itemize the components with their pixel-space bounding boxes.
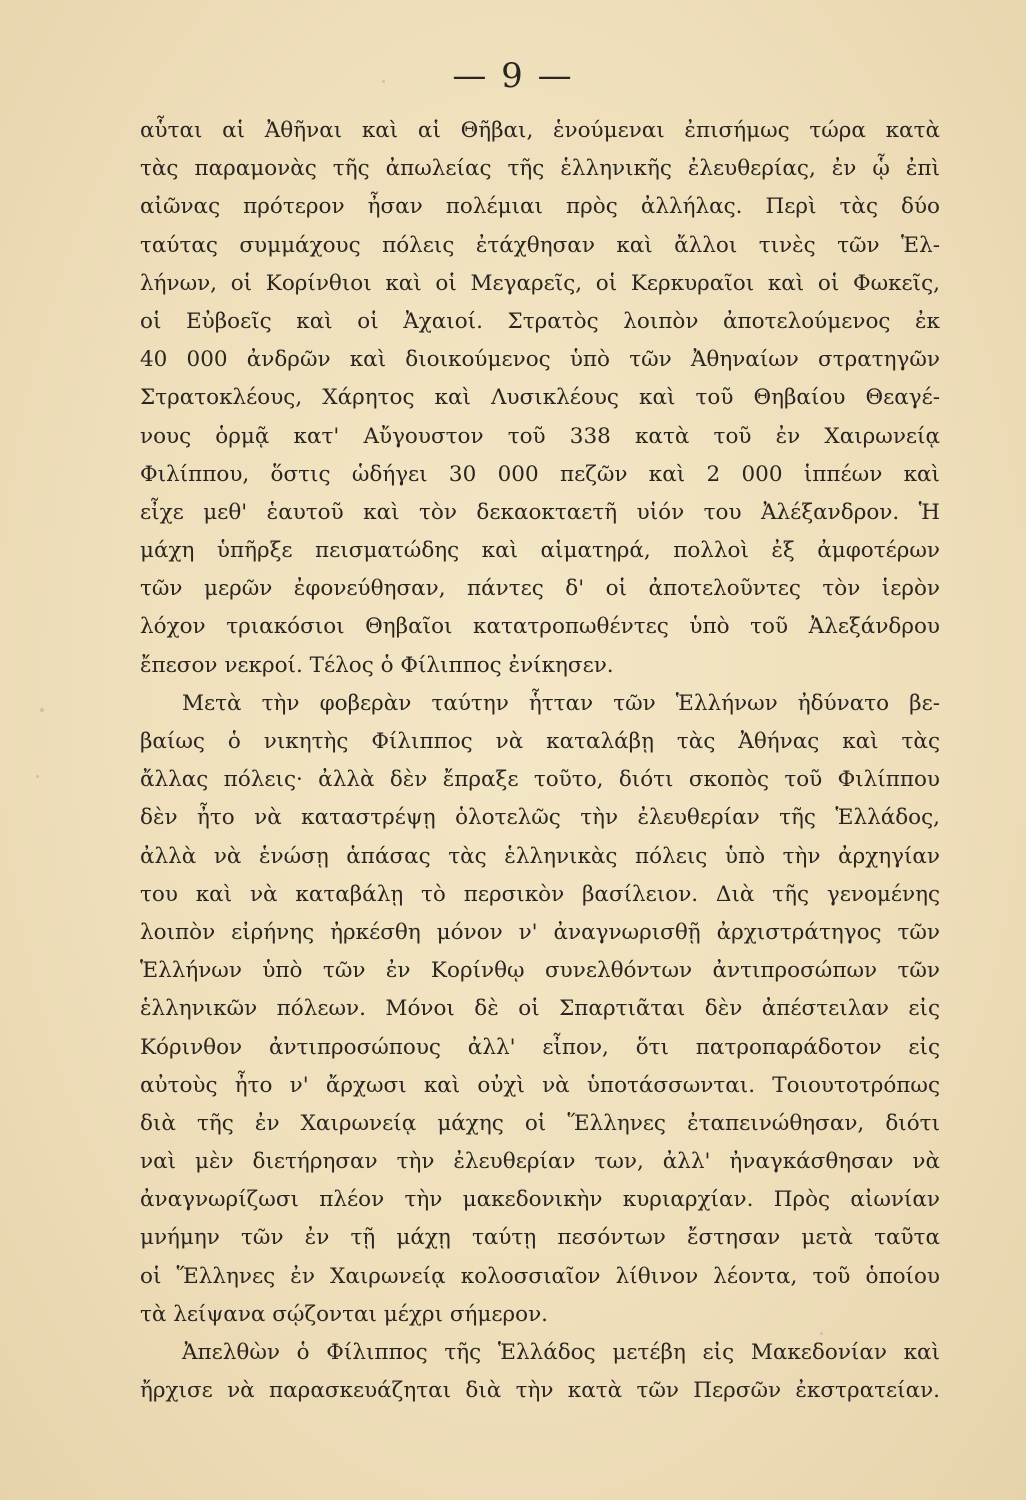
text-line: ἀλλὰ νὰ ἑνώσῃ ἁπάσας τὰς ἑλληνικὰς πόλεις ὑπὸ τὴν ἀρχηγίαν [140,843,940,869]
text-line: Στρατοκλέους, Χάρητος καὶ Λυσικλέους καὶ τοῦ Θηβαίου Θεαγέ- [140,385,940,411]
text-line: ἑλληνικῶν πόλεων. Μόνοι δὲ οἱ Σπαρτιᾶται δὲν ἀπέστειλαν εἰς [140,996,940,1022]
text-line: εἶχε μεθ' ἑαυτοῦ καὶ τὸν δεκαοκταετῆ υἱόν του Ἀλέξανδρον. Ἡ [140,499,940,525]
text-line: λόχον τριακόσιοι Θηβαῖοι κατατροπωθέντες ὑπὸ τοῦ Ἀλεξάνδρου [140,614,940,640]
text-line: τὰς παραμονὰς τῆς ἀπωλείας τῆς ἑλληνικῆς ἐλευθερίας, ἐν ᾧ ἐπὶ [140,156,940,182]
text-line: τὰ λείψανα σῴζονται μέχρι σήμερον. [140,1301,548,1327]
text-line: Φιλίππου, ὅστις ὡδήγει 30 000 πεζῶν καὶ 2 000 ἱππέων καὶ [140,461,940,487]
text-line: ἄλλας πόλεις· ἀλλὰ δὲν ἔπραξε τοῦτο, διότι σκοπὸς τοῦ Φιλίππου [140,767,940,793]
text-line: Μετὰ τὴν φοβερὰν ταύτην ἧτταν τῶν Ἑλλήνων ἠδύνατο βε- [182,690,940,716]
text-line: νους ὁρμᾷ κατ' Αὔγουστον τοῦ 338 κατὰ τοῦ ἐν Χαιρωνείᾳ [140,423,940,449]
text-line: διὰ τῆς ἐν Χαιρωνείᾳ μάχης οἱ Ἕλληνες ἐταπεινώθησαν, διότι [140,1110,940,1136]
text-line: του καὶ νὰ καταβάλῃ τὸ περσικὸν βασίλειον. Διὰ τῆς γενομένης [140,881,940,907]
text-line: ταύτας συμμάχους πόλεις ἐτάχθησαν καὶ ἄλλοι τινὲς τῶν Ἑλ- [140,232,940,258]
text-line: τῶν μερῶν ἐφονεύθησαν, πάντες δ' οἱ ἀποτελοῦντες τὸν ἱερὸν [140,576,940,602]
text-line: Ἀπελθὼν ὁ Φίλιππος τῆς Ἑλλάδος μετέβη εἰς Μακεδονίαν καὶ [182,1340,940,1365]
text-line: Ἑλλήνων ὑπὸ τῶν ἐν Κορίνθῳ συνελθόντων ἀντιπροσώπων τῶν [140,958,940,984]
text-line: βαίως ὁ νικητὴς Φίλιππος νὰ καταλάβῃ τὰς Ἀθήνας καὶ τὰς [140,729,940,754]
text-line: οἱ Εὐβοεῖς καὶ οἱ Ἀχαιοί. Στρατὸς λοιπὸν ἀποτελούμενος ἐκ [140,308,940,334]
paper-speck [40,708,44,712]
body-text [140,112,940,1410]
page-number: — 9 — [452,56,574,96]
text-line: ἀναγνωρίζωσι πλέον τὴν μακεδονικὴν κυριαρχίαν. Πρὸς αἰωνίαν [140,1187,940,1213]
text-line: αὗται αἱ Ἀθῆναι καὶ αἱ Θῆβαι, ἑνούμεναι ἐπισήμως τώρα κατὰ [140,118,940,143]
text-line: ἤρχισε νὰ παρασκευάζηται διὰ τὴν κατὰ τῶν Περσῶν ἐκστρατείαν. [140,1378,940,1404]
text-line: ναὶ μὲν διετήρησαν τὴν ἐλευθερίαν των, ἀλλ' ἠναγκάσθησαν νὰ [140,1149,940,1175]
text-line: μάχη ὑπῆρξε πεισματώδης καὶ αἱματηρά, πολλοὶ ἐξ ἀμφοτέρων [140,538,940,564]
text-line: 40 000 ἀνδρῶν καὶ διοικούμενος ὑπὸ τῶν Ἀθηναίων στρατηγῶν [140,347,940,373]
text-line: Κόρινθον ἀντιπροσώπους ἀλλ' εἶπον, ὅτι πατροπαράδοτον εἰς [140,1034,940,1060]
text-line: οἱ Ἕλληνες ἐν Χαιρωνείᾳ κολοσσιαῖον λίθινον λέοντα, τοῦ ὁποίου [140,1263,940,1289]
text-line: αὐτοὺς ἦτο ν' ἄρχωσι καὶ οὐχὶ νὰ ὑποτάσσωνται. Τοιουτοτρόπως [140,1072,940,1098]
text-line: δὲν ἦτο νὰ καταστρέψῃ ὁλοτελῶς τὴν ἐλευθερίαν τῆς Ἑλλάδος, [140,805,940,831]
text-line: λήνων, οἱ Κορίνθιοι καὶ οἱ Μεγαρεῖς, οἱ Κερκυραῖοι καὶ οἱ Φωκεῖς, [140,270,940,296]
text-line: ἔπεσον νεκροί. Τέλος ὁ Φίλιππος ἐνίκησεν. [140,652,614,678]
text-line: αἰῶνας πρότερον ἦσαν πολέμιαι πρὸς ἀλλήλας. Περὶ τὰς δύο [140,194,940,220]
text-line: μνήμην τῶν ἐν τῇ μάχῃ ταύτῃ πεσόντων ἔστησαν μετὰ ταῦτα [140,1225,940,1251]
paper-speck [36,775,39,778]
text-line: λοιπὸν εἰρήνης ἠρκέσθη μόνον ν' ἀναγνωρισθῇ ἀρχιστράτηγος τῶν [140,919,940,945]
